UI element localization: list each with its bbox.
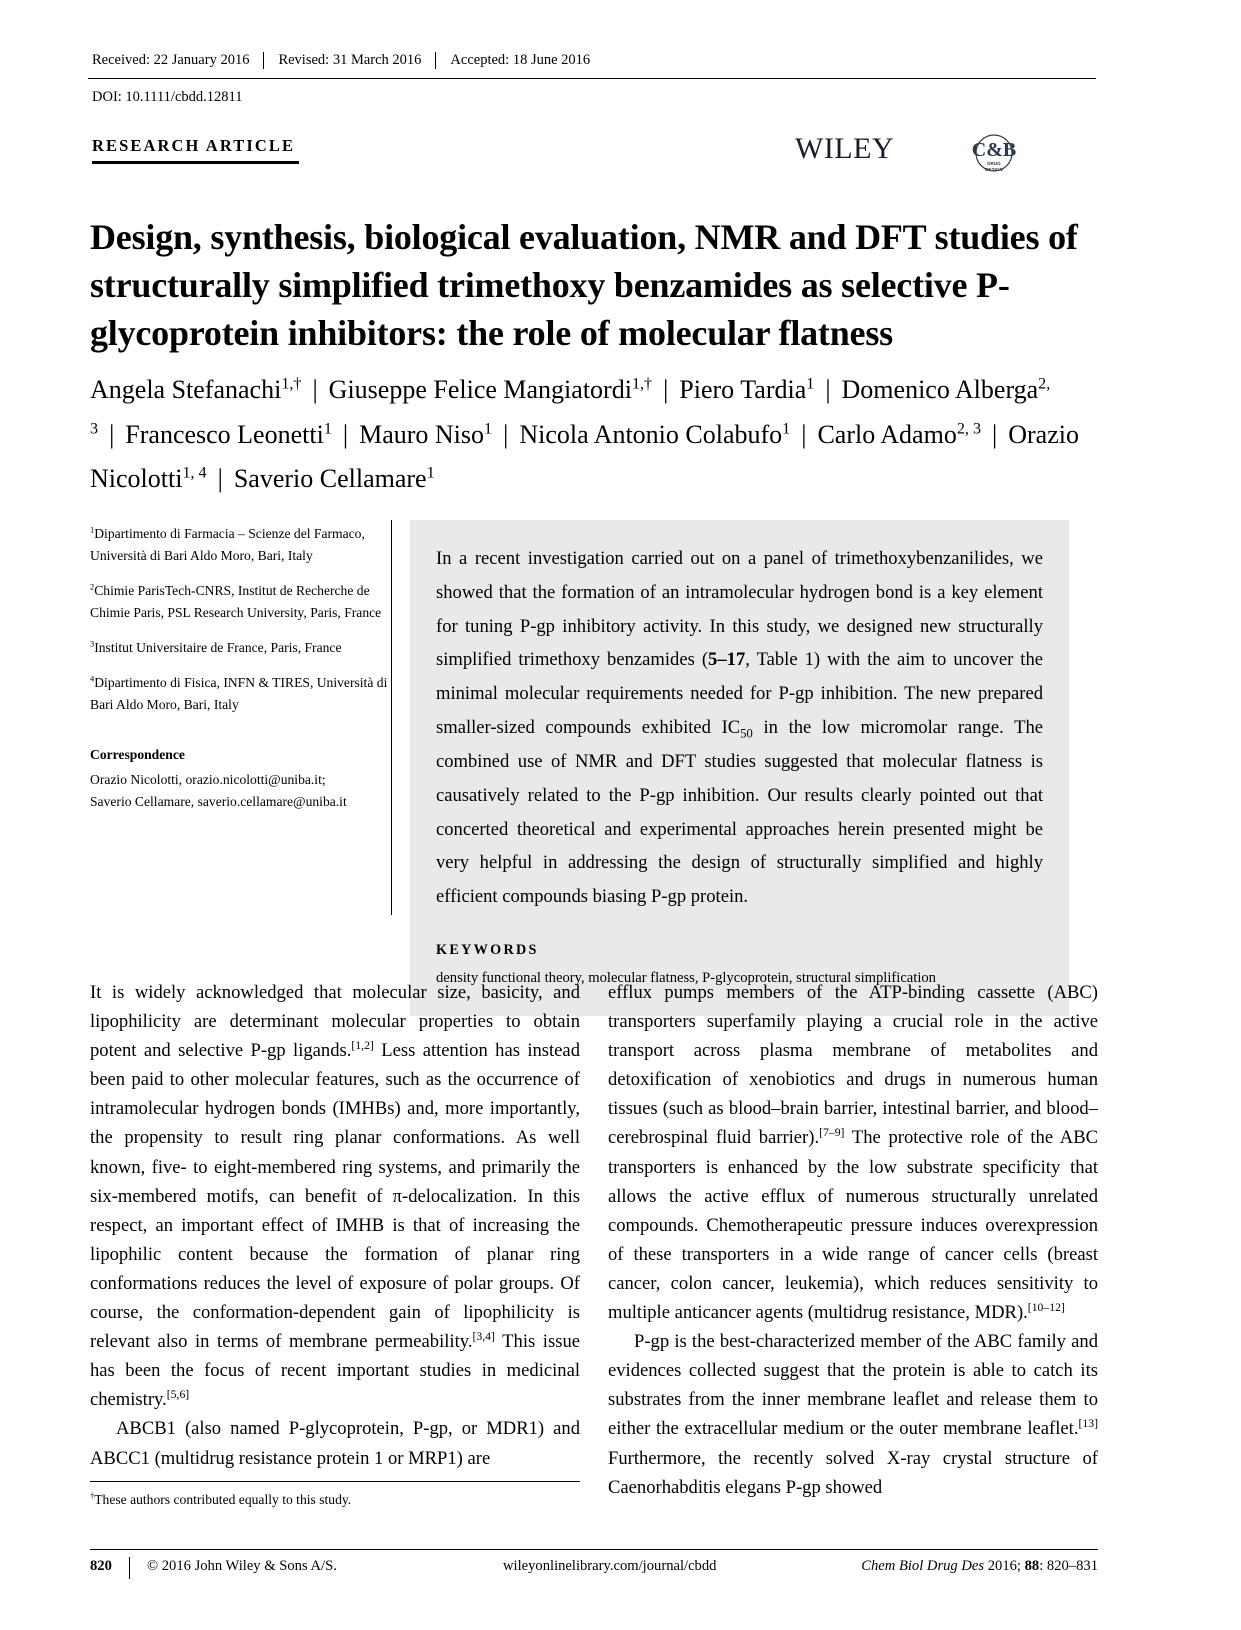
publication-history [88, 52, 1096, 79]
equal-contribution-footnote [90, 1490, 580, 1509]
page-number: 820 [90, 1558, 112, 1574]
body-column-right [608, 978, 1098, 1502]
page-footer [90, 1558, 1098, 1584]
author-affiliation-marker: 1 [782, 420, 791, 438]
footnote-rule [90, 1481, 580, 1482]
author-name[interactable]: Angela Stefanachi$^{1,\dagger}$ [90, 375, 302, 404]
affiliation-text: Dipartimento di Farmacia – Scienze del Farmaco, Università di Bari Aldo Moro, Bari, Italy [90, 526, 365, 564]
copyright-notice: © 2016 John Wiley & Sons A/S. [147, 1558, 337, 1574]
author-separator: | [109, 419, 115, 449]
article-page [88, 0, 1096, 1630]
author-separator: | [663, 375, 669, 404]
journal-logo-icon [971, 132, 1017, 178]
author-name[interactable]: Orazio Nicolotti$^{1, 4}$ [90, 419, 1079, 494]
author-name[interactable]: Mauro Niso$^1$ [359, 419, 493, 449]
journal-url[interactable]: wileyonlinelibrary.com/journal/cbdd [503, 1558, 717, 1574]
author-separator: | [217, 464, 223, 494]
author-separator: | [503, 419, 509, 449]
author-separator: | [992, 419, 998, 449]
running-head [88, 132, 1096, 178]
author-name[interactable]: Piero Tardia$^1$ [679, 375, 815, 404]
author-affiliation-marker: 1 [323, 420, 332, 438]
abstract-section [391, 520, 1096, 1016]
keywords-list: density functional theory, molecular flatness, P-glycoprotein, structural simplification [436, 970, 936, 987]
journal-name: Chem Biol Drug Des [861, 1558, 985, 1574]
footnote-marker: † [90, 1490, 95, 1501]
doi-line[interactable]: DOI: 10.1111/cbdd.12811 [92, 89, 243, 105]
affiliation-marker: 1 [90, 524, 95, 535]
svg-text:C&B: C&B [971, 139, 1017, 161]
abstract-compound-range: 5–17 [708, 649, 746, 671]
citation-reference[interactable]: [1,2] [351, 1039, 374, 1052]
body-paragraph: P-gp is the best-characterized member of the ABC family and evidences collected suggest that the protein is able to catch its substrates from the inner membrane leaflet and release them to either the extracellular medium or the outer membrane leaflet.[13] Furthermore, the recently solved X-ray crystal structure of Caenorhabditis elegans P-gp showed [608, 1331, 1098, 1498]
footer-rule [90, 1549, 1098, 1550]
abstract-text [436, 542, 1043, 914]
citation-volume: 88 [1024, 1558, 1040, 1574]
author-affiliation-marker: 2, 3 [90, 375, 1051, 438]
abstract-part-3: in the low micromolar range. The combined use of NMR and DFT studies suggested that molecular flatness is causatively related to the P-gp inhibition. Our results clearly pointed out that concerted theoretical and experimental approaches herein presented might be very helpful in addressing the design of structurally simplified and highly efficient compounds biasing P-gp protein. [436, 717, 1043, 908]
body-paragraph: ABCB1 (also named P-glycoprotein, P-gp, or MDR1) and ABCC1 (multidrug resistance protein 1 or MRP1) are [90, 1418, 580, 1469]
author-separator: | [825, 375, 831, 404]
author-name[interactable]: Giuseppe Felice Mangiatordi$^{1,\dagger}$ [328, 375, 653, 404]
author-affiliation-marker: 2, 3 [956, 420, 981, 438]
affiliation-text: Dipartimento di Fisica, INFN & TIRES, Università di Bari Aldo Moro, Bari, Italy [90, 675, 388, 713]
affiliations-list [90, 523, 390, 716]
author-affiliation-marker: 1 [426, 464, 435, 482]
affiliation-text: Institut Universitaire de France, Paris, France [94, 640, 342, 656]
body-paragraph: efflux pumps members of the ATP-binding cassette (ABC) transporters superfamily playing a crucial role in the active transport across plasma membrane of metabolites and detoxification of xenobiotics and drugs in numerous human tissues (such as blood–brain barrier, intestinal barrier, and blood–cerebrospinal fluid barrier).[7–9] The protective role of the ABC transporters is enhanced by the low substrate specificity that allows the active efflux of numerous structurally unrelated compounds. Chemotherapeutic pressure induces overexpression of these transporters in a wide range of cancer cells (breast cancer, colon cancer, leukemia), which reduces sensitivity to multiple anticancer agents (multidrug resistance, MDR).[10–12] [608, 982, 1098, 1324]
affiliation-text: Chimie ParisTech-CNRS, Institut de Recherche de Chimie Paris, PSL Research University, Paris, France [90, 583, 382, 621]
correspondence-heading: Correspondence [90, 747, 185, 763]
author-list [90, 368, 1100, 502]
abstract-part-2: , Table 1) with the aim to uncover the minimal molecular requirements needed for P-gp inhibition. The new prepared smaller-sized compounds exhibited IC [436, 649, 1044, 739]
author-name[interactable]: Francesco Leonetti$^1$ [125, 419, 332, 449]
author-separator: | [342, 419, 349, 449]
citation-year: 2016; [984, 1558, 1025, 1574]
author-affiliation-marker: 1 [806, 375, 815, 393]
author-affiliation-marker: 1 [484, 420, 493, 438]
journal-citation [861, 1558, 1098, 1575]
correspondence-line-1[interactable]: Orazio Nicolotti, orazio.nicolotti@uniba.it; [90, 772, 326, 788]
affiliation-item [90, 523, 390, 567]
body-paragraph: It is widely acknowledged that molecular size, basicity, and lipophilicity are determinant molecular properties to obtain potent and selective P-gp ligands.[1,2] Less attention has instead been paid to other molecular features, such as the occurrence of intramolecular hydrogen bonds (IMHBs) and, more importantly, the propensity to result ring planar conformations. As well known, five- to eight-membered ring systems, and primarily the six-membered motifs, can benefit of π-delocalization. In this respect, an important effect of IMHB is that of increasing the lipophilic content because the formation of planar ring conformations reduces the level of exposure of polar groups. Of course, the conformation-dependent gain of lipophilicity is relevant also in terms of membrane permeability.[3,4] This issue has been the focus of recent important studies in medicinal chemistry.[5,6] [90, 982, 580, 1411]
affiliation-marker: 2 [90, 581, 95, 592]
correspondence-line-2[interactable]: Saverio Cellamare, saverio.cellamare@uniba.it [90, 794, 347, 810]
citation-pages: : 820–831 [1039, 1558, 1098, 1574]
footnote-text: These authors contributed equally to this study. [94, 1492, 352, 1507]
footer-divider [129, 1557, 130, 1579]
affiliations-block [90, 523, 390, 813]
author-separator: | [801, 419, 807, 449]
affiliation-item [90, 672, 390, 716]
affiliation-item [90, 580, 390, 624]
page-title: Design, synthesis, biological evaluation, NMR and DFT studies of structurally simplified trimethoxy benzamides as selective P-glycoprotein inhibitors: the role of molecular flatness [90, 217, 1078, 353]
abstract-left-rule [391, 520, 392, 915]
affiliation-marker: 4 [90, 673, 95, 684]
citation-reference[interactable]: [3,4] [472, 1329, 495, 1343]
abstract-part-1: In a recent investigation carried out on a panel of trimethoxybenzanilides, we showed that the formation of an intramolecular hydrogen bond is a key element for tuning P-gp inhibitory activity. In this study, we designed new structurally simplified trimethoxy benzamides ( [436, 548, 1043, 671]
svg-text:DESIGN: DESIGN [985, 167, 1003, 172]
author-affiliation-marker: 1, 4 [182, 464, 207, 482]
wiley-logo: WILEY [795, 132, 895, 165]
affiliation-marker: 3 [90, 638, 95, 649]
accepted-date: Accepted: 18 June 2016 [450, 52, 591, 68]
body-columns [90, 978, 1098, 1498]
body-column-left [90, 978, 580, 1473]
author-name[interactable]: Saverio Cellamare$^1$ [233, 464, 435, 494]
citation-reference[interactable]: [10–12] [1027, 1300, 1065, 1314]
revised-date: Revised: 31 March 2016 [278, 52, 422, 68]
author-name[interactable]: Nicola Antonio Colabufo$^1$ [519, 419, 791, 449]
received-date: Received: 22 January 2016 [92, 52, 250, 68]
keywords-heading: KEYWORDS [436, 942, 539, 959]
svg-text:DRUG: DRUG [987, 161, 1001, 166]
citation-reference[interactable]: [13] [1078, 1417, 1098, 1431]
author-separator: | [312, 375, 318, 404]
author-affiliation-marker: 1,† [281, 375, 302, 393]
article-type-label: RESEARCH ARTICLE [92, 136, 299, 164]
author-name[interactable]: Carlo Adamo$^{2, 3}$ [817, 419, 981, 449]
abstract-box [410, 520, 1069, 1016]
author-name[interactable]: Domenico Alberga$^{2, 3}$ [90, 375, 1051, 438]
author-affiliation-marker: 1,† [631, 375, 653, 393]
citation-reference[interactable]: [7–9] [819, 1126, 845, 1140]
affiliation-item [90, 637, 390, 659]
citation-reference[interactable]: [5,6] [166, 1388, 190, 1402]
abstract-ic50-subscript: 50 [740, 726, 753, 741]
